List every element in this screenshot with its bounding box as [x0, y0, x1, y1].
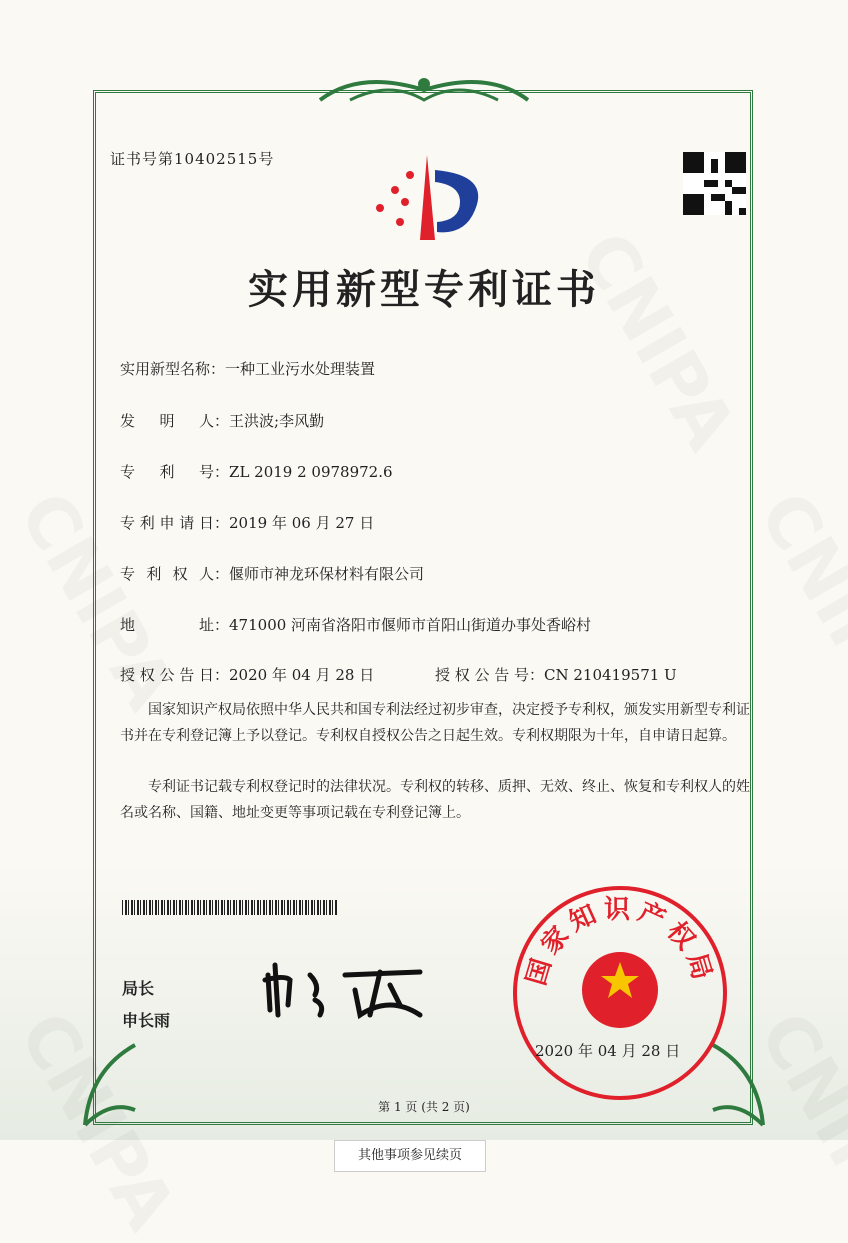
official-seal: [513, 886, 727, 1100]
qr-code: [683, 152, 746, 215]
field-filing-date: 专利申请日：2019 年 06 月 27 日: [120, 514, 375, 532]
seal-date: 2020 年 04 月 28 日: [535, 1042, 681, 1060]
chief-title: 局长: [122, 979, 155, 998]
seal-text: 国家知识产权局: [521, 894, 719, 989]
field-label: 发明人: [120, 412, 214, 430]
field-value: 471000 河南省洛阳市偃师市首阳山街道办事处香峪村: [229, 616, 592, 634]
field-grant-number: 授权公告号：CN 210419571 U: [435, 666, 677, 684]
paragraph: 国家知识产权局依照中华人民共和国专利法经过初步审查，决定授予专利权，颁发实用新型专利证书并在专利登记簿上予以登记。专利权自授权公告之日起生效。专利权期限为十年，自申请日起算。: [120, 702, 750, 744]
ornament-top: [310, 70, 538, 110]
field-label: 专利申请日: [120, 514, 214, 532]
field-label: 实用新型名称: [120, 360, 211, 378]
field-address: 地址：471000 河南省洛阳市偃师市首阳山街道办事处香峪村: [120, 616, 592, 634]
field-inventor: 发明人：王洪波;李风勤: [120, 412, 325, 430]
field-value: CN 210419571 U: [544, 666, 677, 684]
field-value: 偃师市神龙环保材料有限公司: [229, 565, 425, 583]
footer-note: 其他事项参见续页: [334, 1140, 486, 1172]
field-label: 专利权人: [120, 565, 214, 583]
cnipa-logo: [365, 150, 490, 245]
field-value: 2019 年 06 月 27 日: [229, 514, 375, 532]
field-label: 授权公告号: [435, 666, 529, 684]
field-label: 地址: [120, 616, 214, 634]
page-title: 实用新型专利证书: [248, 266, 600, 313]
watermark: [743, 479, 848, 724]
paragraph: 专利证书记载专利权登记时的法律状况。专利权的转移、质押、无效、终止、恢复和专利权人的姓名或名称、国籍、地址变更等事项记载在专利登记簿上。: [120, 779, 750, 821]
field-value: 王洪波;李风勤: [229, 412, 325, 430]
barcode: [122, 900, 337, 915]
field-value: 一种工业污水处理装置: [225, 360, 376, 378]
field-name: 实用新型名称：一种工业污水处理装置: [120, 360, 376, 378]
chief-name: 申长雨: [122, 1011, 171, 1030]
field-value: ZL 2019 2 0978972.6: [229, 463, 393, 481]
field-patent-number: 专利号：ZL 2019 2 0978972.6: [120, 463, 393, 481]
signature: [260, 960, 440, 1020]
ornament-bottom-left: [80, 1040, 140, 1130]
certificate-number: 证书号第10402515号: [110, 150, 275, 168]
field-label: 授权公告日: [120, 666, 214, 684]
field-grant-date: 授权公告日：2020 年 04 月 28 日: [120, 666, 375, 684]
field-patentee: 专利权人：偃师市神龙环保材料有限公司: [120, 565, 425, 583]
page-number: 第 1 页 (共 2 页): [378, 1100, 470, 1114]
field-label: 专利号: [120, 463, 214, 481]
field-value: 2020 年 04 月 28 日: [229, 666, 375, 684]
